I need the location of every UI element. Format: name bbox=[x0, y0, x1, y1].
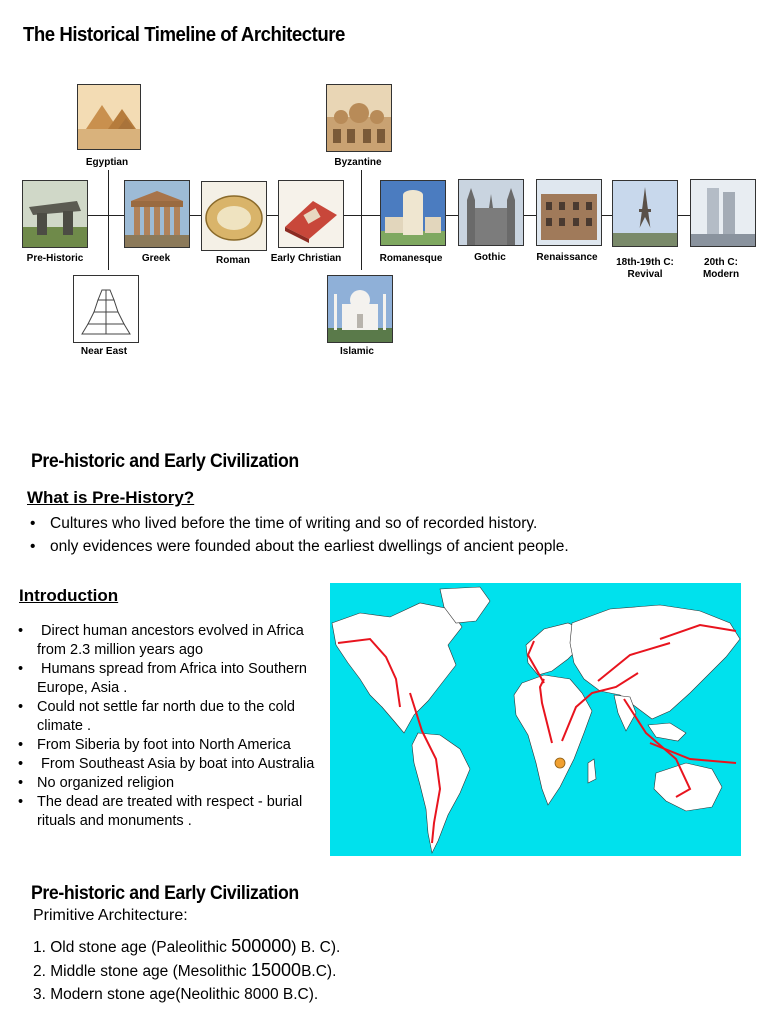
roman-image bbox=[201, 181, 267, 251]
egyptian-image bbox=[77, 84, 141, 150]
list-item: • only evidences were founded about the earliest dwellings of ancient people. bbox=[30, 535, 569, 558]
list-item: • No organized religion bbox=[18, 774, 333, 793]
list-item: • The dead are treated with respect - burial rituals and monuments . bbox=[18, 793, 333, 831]
list-text-big: 500000 bbox=[231, 936, 292, 956]
list-text-post: B.C). bbox=[301, 963, 337, 980]
world-map-svg bbox=[330, 583, 741, 856]
list-item bbox=[33, 959, 340, 983]
south-america bbox=[412, 733, 470, 853]
list-item: • Direct human ancestors evolved in Africa from 2.3 million years ago bbox=[18, 622, 333, 660]
modern-image bbox=[690, 179, 756, 247]
label-roman: Roman bbox=[216, 255, 250, 266]
primitive-architecture-label: Primitive Architecture: bbox=[33, 907, 188, 924]
asia bbox=[570, 605, 740, 719]
label-early-christian: Early Christian bbox=[270, 253, 342, 264]
label-islamic: Islamic bbox=[340, 346, 374, 357]
label-romanesque: Romanesque bbox=[379, 253, 443, 264]
timeline-connector-egyptian bbox=[108, 170, 109, 270]
list-number: 3. bbox=[33, 986, 46, 1003]
label-near-east: Near East bbox=[80, 346, 128, 357]
label-modern-line2: Modern bbox=[702, 269, 740, 280]
label-prehistoric: Pre-Historic bbox=[26, 253, 84, 264]
southeast-asia bbox=[648, 723, 686, 741]
section-heading-prehistoric: Pre-historic and Early Civilization bbox=[31, 451, 299, 472]
africa bbox=[514, 675, 592, 805]
label-revival-line2: Revival bbox=[627, 269, 663, 280]
list-text-pre: Old stone age (Paleolithic bbox=[50, 939, 232, 956]
label-greek: Greek bbox=[141, 253, 171, 264]
list-text-post: ) B. C). bbox=[291, 939, 341, 956]
prehistoric-image bbox=[22, 180, 88, 248]
list-item: • Could not settle far north due to the cold climate . bbox=[18, 698, 333, 736]
section-heading-primitive: Pre-historic and Early Civilization bbox=[31, 883, 299, 904]
label-egyptian: Egyptian bbox=[85, 157, 129, 168]
label-renaissance: Renaissance bbox=[536, 252, 598, 263]
list-text-big: 15000 bbox=[251, 960, 302, 980]
near-east-image bbox=[73, 275, 139, 343]
introduction-list bbox=[18, 622, 333, 831]
label-modern-line1: 20th C: bbox=[704, 257, 738, 268]
list-item: • Cultures who lived before the time of writing and so of recorded history. bbox=[30, 512, 569, 535]
timeline-connector-byzantine bbox=[361, 170, 362, 270]
madagascar bbox=[588, 759, 596, 783]
subheading-what-is-prehistory: What is Pre-History? bbox=[27, 488, 195, 507]
list-item bbox=[33, 983, 340, 1006]
list-text-pre: Modern stone age(Neolithic 8000 B.C). bbox=[50, 986, 319, 1003]
label-byzantine: Byzantine bbox=[334, 157, 382, 168]
stone-age-list bbox=[33, 935, 340, 1006]
introduction-heading: Introduction bbox=[19, 586, 119, 605]
label-modern bbox=[676, 257, 766, 281]
list-number: 1. bbox=[33, 939, 46, 956]
page-title: The Historical Timeline of Architecture bbox=[23, 24, 345, 46]
arrow-pacific bbox=[650, 743, 736, 763]
list-text-pre: Middle stone age (Mesolithic bbox=[50, 963, 251, 980]
islamic-image bbox=[327, 275, 393, 343]
gothic-image bbox=[458, 179, 524, 246]
north-america bbox=[332, 603, 462, 733]
label-gothic: Gothic bbox=[474, 252, 506, 263]
list-number: 2. bbox=[33, 963, 46, 980]
label-revival-line1: 18th-19th C: bbox=[616, 257, 674, 268]
revival-image bbox=[612, 180, 678, 247]
greek-image bbox=[124, 180, 190, 248]
romanesque-image bbox=[380, 180, 446, 246]
continents bbox=[332, 587, 740, 853]
renaissance-image bbox=[536, 179, 602, 246]
byzantine-image bbox=[326, 84, 392, 152]
list-item: • From Southeast Asia by boat into Australia bbox=[18, 755, 333, 774]
origin-dot bbox=[555, 758, 565, 768]
human-migration-map bbox=[330, 583, 741, 856]
early-christian-image bbox=[278, 180, 344, 248]
list-item: • Humans spread from Africa into Southern Europe, Asia . bbox=[18, 660, 333, 698]
list-item bbox=[33, 935, 340, 959]
prehistory-bullets bbox=[30, 512, 569, 558]
list-item: • From Siberia by foot into North America bbox=[18, 736, 333, 755]
